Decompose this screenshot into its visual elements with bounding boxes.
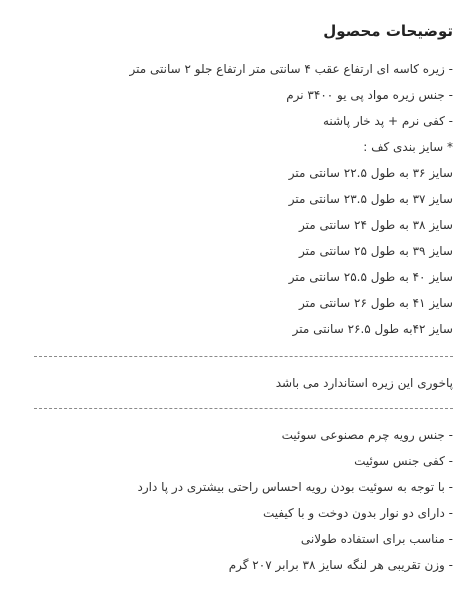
feature-line: - وزن تقریبی هر لنگه سایز ۳۸ برابر ۲۰۷ گرم [228,558,453,572]
feature-line: - مناسب برای استفاده طولانی [300,532,453,546]
size-line: سایز ۳۷ به طول ۲۳.۵ سانتی متر [288,192,453,206]
feature-line: - جنس رویه چرم مصنوعی سوئیت [281,428,453,442]
spec-line: - کفی نرم + پد خار پاشنه [322,114,453,128]
features-list [18,422,453,578]
feature-line: - کفی جنس سوئیت [354,454,453,468]
specs-list [18,56,453,160]
divider [34,356,453,358]
spec-line: * سایز بندی کف : [363,140,453,154]
size-line: سایز ۴۱ به طول ۲۶ سانتی متر [299,296,453,310]
size-line: سایز ۳۹ به طول ۲۵ سانتی متر [299,244,453,258]
size-line: سایز ۴۰ به طول ۲۵.۵ سانتی متر [288,270,453,284]
size-line: سایز ۳۶ به طول ۲۲.۵ سانتی متر [288,166,453,180]
spec-line: - جنس زیره مواد پی یو ۳۴۰۰ نرم [286,88,453,102]
spec-line: - زیره کاسه ای ارتفاع عقب ۴ سانتی متر ارتفاع جلو ۲ سانتی متر [129,62,453,76]
feature-line: - با توجه به سوئیت بودن رویه احساس راحتی بیشتری در پا دارد [137,480,453,494]
divider [34,408,453,410]
fit-note: پاخوری این زیره استاندارد می باشد [275,376,453,390]
size-list [18,160,453,342]
section-title: توضیحات محصول [323,22,453,40]
size-line: سایز ۳۸ به طول ۲۴ سانتی متر [299,218,453,232]
feature-line: - دارای دو نوار بدون دوخت و با کیفیت [262,506,453,520]
size-line: سایز ۴۲به طول ۲۶.۵ سانتی متر [292,322,453,336]
